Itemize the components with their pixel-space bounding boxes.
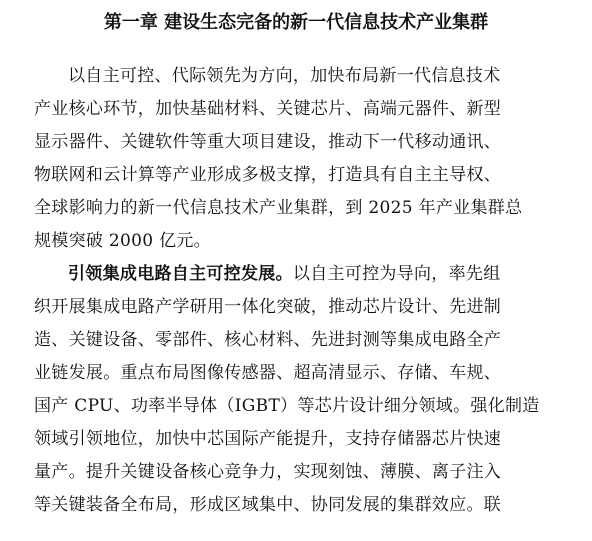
paragraph2-line: 业链发展。重点布局图像传感器、超高清显示、存储、车规、 [34, 363, 502, 383]
paragraph2-lead-heading: 引领集成电路自主可控发展。 [68, 264, 293, 284]
paragraph1-line: 全球影响力的新一代信息技术产业集群，到 2025 年产业集群总 [34, 198, 523, 218]
paragraph2-first-line-rest: 以自主可控为导向，率先组 [292, 264, 501, 284]
paragraph1-line: 显示器件、关键软件等重大项目建设，推动下一代移动通讯、 [34, 132, 502, 152]
paragraph1-line: 物联网和云计算等产业形成多极支撑，打造具有自主主导权、 [34, 165, 502, 185]
paragraph2-line: 领域引领地位，加快中芯国际产能提升，支持存储器芯片快速 [34, 429, 502, 449]
paragraph2-first-line [68, 262, 501, 286]
paragraph1-line: 以自主可控、代际领先为方向，加快布局新一代信息技术 [68, 66, 501, 86]
chapter-title: 第一章 建设生态完备的新一代信息技术产业集群 [103, 12, 489, 33]
paragraph2-line: 国产 CPU、功率半导体（IGBT）等芯片设计细分领域。强化制造 [34, 396, 540, 416]
paragraph2-line: 织开展集成电路产学研用一体化突破，推动芯片设计、先进制 [34, 297, 502, 317]
paragraph2-line: 量产。提升关键设备核心竞争力，实现刻蚀、薄膜、离子注入 [34, 462, 502, 482]
paragraph1-line: 产业核心环节，加快基础材料、关键芯片、高端元器件、新型 [34, 99, 502, 119]
paragraph2-line: 造、关键设备、零部件、核心材料、先进封测等集成电路全产 [34, 330, 502, 350]
paragraph1-line: 规模突破 2000 亿元。 [34, 231, 211, 251]
paragraph2-line: 等关键装备全布局，形成区域集中、协同发展的集群效应。联 [34, 495, 502, 515]
